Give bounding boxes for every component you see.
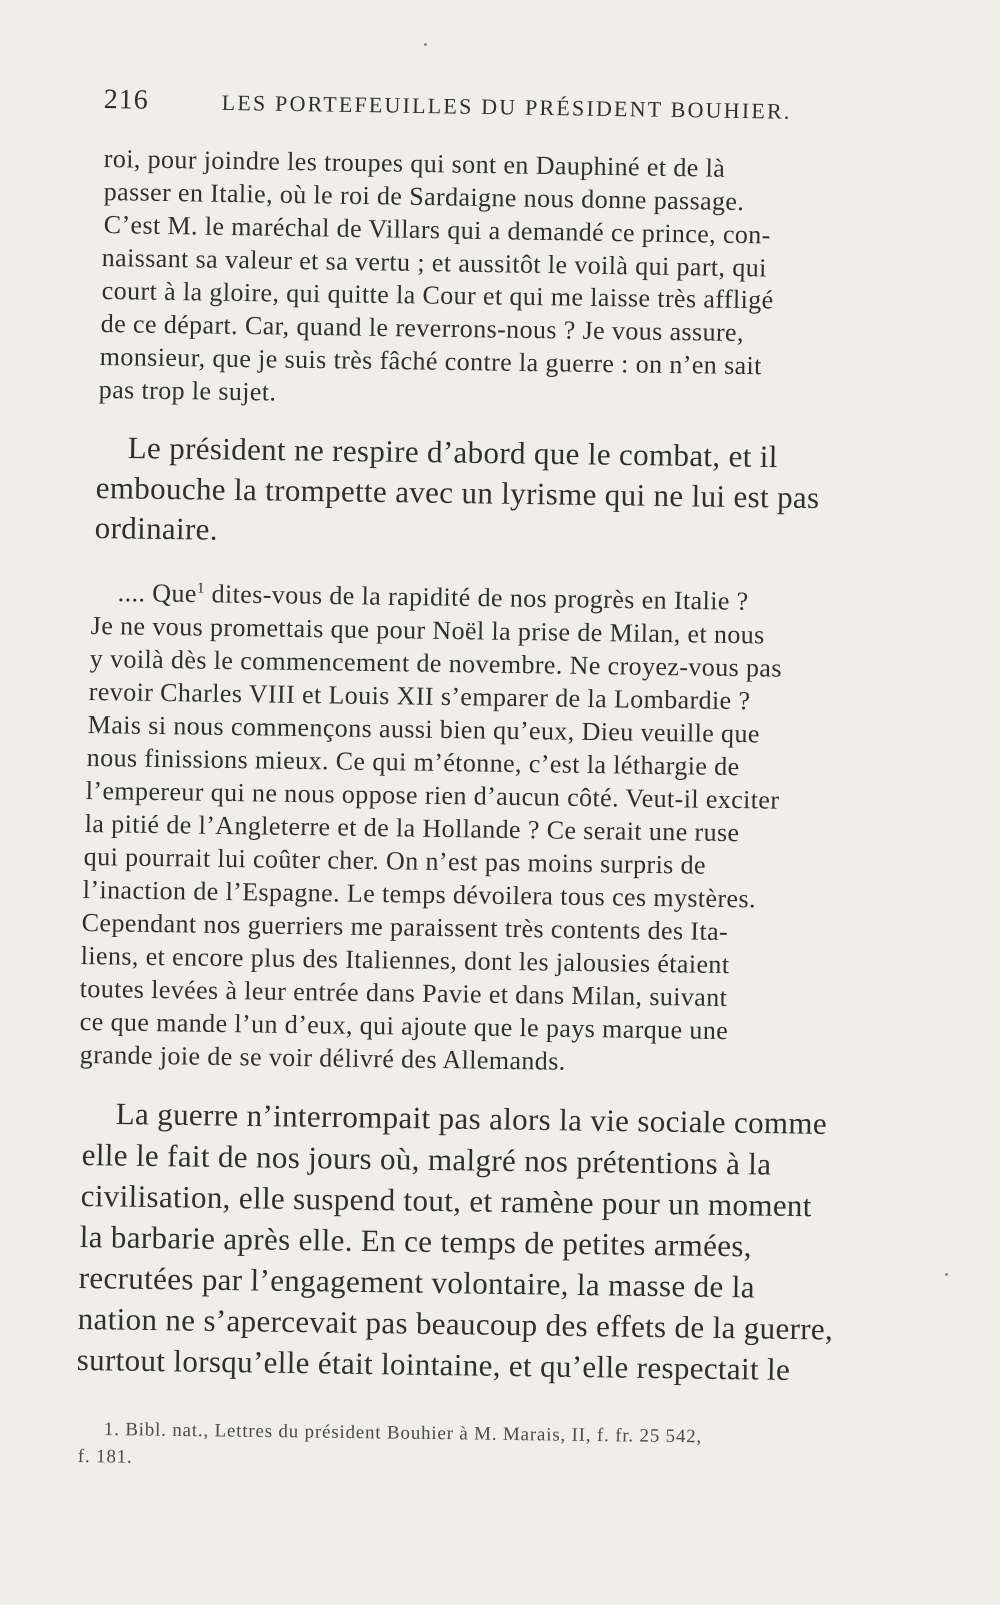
quote-line: Cependant nos guerriers me paraissent très contents des Ita- — [81, 908, 729, 947]
quote-line: la pitié de l’Angleterre et de la Hollande ? Ce serait une ruse — [84, 809, 740, 848]
quote-line: liens, et encore plus des Italiennes, dont les jalousies étaient — [80, 941, 730, 980]
body-line: ordinaire. — [94, 510, 219, 547]
quote-line: revoir Charles VIII et Louis XII s’emparer de la Lombardie ? — [88, 677, 751, 716]
quote-line: C’est M. le maréchal de Villars qui a demandé ce prince, con- — [103, 210, 771, 250]
body-line: nation ne s’apercevait pas beaucoup des effets de la guerre, — [77, 1301, 834, 1347]
quote-line — [118, 578, 749, 617]
quote-line: l’inaction de l’Espagne. Le temps dévoilera tous ces mystères. — [82, 875, 757, 914]
quote-line-rest: dites-vous de la rapidité de nos progrès en Italie ? — [204, 579, 749, 616]
quote-line: court à la gloire, qui quitte la Cour et qui me laisse très affligé — [101, 276, 774, 315]
body-line: recrutées par l’engagement volontaire, la masse de la — [78, 1260, 756, 1305]
quote-line: qui pourrait lui coûter cher. On n’est pas moins surpris de — [83, 842, 707, 880]
quote-line: toutes levées à leur entrée dans Pavie et dans Milan, suivant — [79, 974, 728, 1013]
quote-line: ce que mande l’un d’eux, qui ajoute que le pays marque une — [79, 1007, 729, 1046]
quote-line: naissant sa valeur et sa vertu ; et aussitôt le voilà qui part, qui — [101, 243, 768, 283]
body-line: embouche la trompette avec un lyrisme qui ne lui est pas — [95, 470, 820, 516]
footnote-reference: 1 — [196, 580, 205, 597]
paper-speck — [424, 43, 427, 46]
body-line: elle le fait de nos jours où, malgré nos prétentions à la — [81, 1137, 772, 1182]
footnote-line: 1. Bibl. nat., Lettres du président Bouhier à M. Marais, II, f. fr. 25 542, — [103, 1419, 703, 1448]
running-title: LES PORTEFEUILLES DU PRÉSIDENT BOUHIER. — [221, 89, 792, 124]
quote-line: monsieur, que je suis très fâché contre la guerre : on n’en sait — [99, 342, 762, 381]
footnote-line: f. 181. — [77, 1446, 133, 1468]
quote-line: y voilà dès le commencement de novembre. Ne croyez-vous pas — [89, 644, 783, 683]
body-line: civilisation, elle suspend tout, et ramène pour un moment — [80, 1178, 813, 1224]
paper-speck — [945, 1273, 948, 1276]
quote-line: de ce départ. Car, quand le reverrons-nous ? Je vous assure, — [100, 309, 745, 347]
body-line: surtout lorsqu’elle était lointaine, et qu’elle respectait le — [76, 1342, 791, 1387]
body-line: Le président ne respire d’abord que le combat, et il — [127, 430, 778, 475]
quote-line: Mais si nous commençons aussi bien qu’eux, Dieu veuille que — [87, 710, 760, 749]
quote-line: roi, pour joindre les troupes qui sont en Dauphiné et de là — [103, 144, 726, 183]
quote-line: l’empereur qui ne nous oppose rien d’aucun côté. Veut-il exciter — [85, 776, 780, 815]
page-header — [103, 84, 924, 137]
quote-line: passer en Italie, où le roi de Sardaigne nous donne passage. — [103, 177, 745, 217]
page-number: 216 — [103, 84, 149, 116]
quote-line: pas trop le sujet. — [98, 375, 277, 407]
quote-line-start: .... Que — [117, 578, 198, 609]
quote-line: grande joie de se voir délivré des Allemands. — [79, 1040, 566, 1076]
body-line: la barbarie après elle. En ce temps de petites armées, — [79, 1219, 753, 1264]
body-line: La guerre n’interrompait pas alors la vie sociale comme — [115, 1096, 828, 1141]
quote-line: Je ne vous promettais que pour Noël la prise de Milan, et nous — [90, 611, 765, 650]
quote-line: nous finissions mieux. Ce qui m’étonne, c’est la léthargie de — [86, 743, 740, 782]
